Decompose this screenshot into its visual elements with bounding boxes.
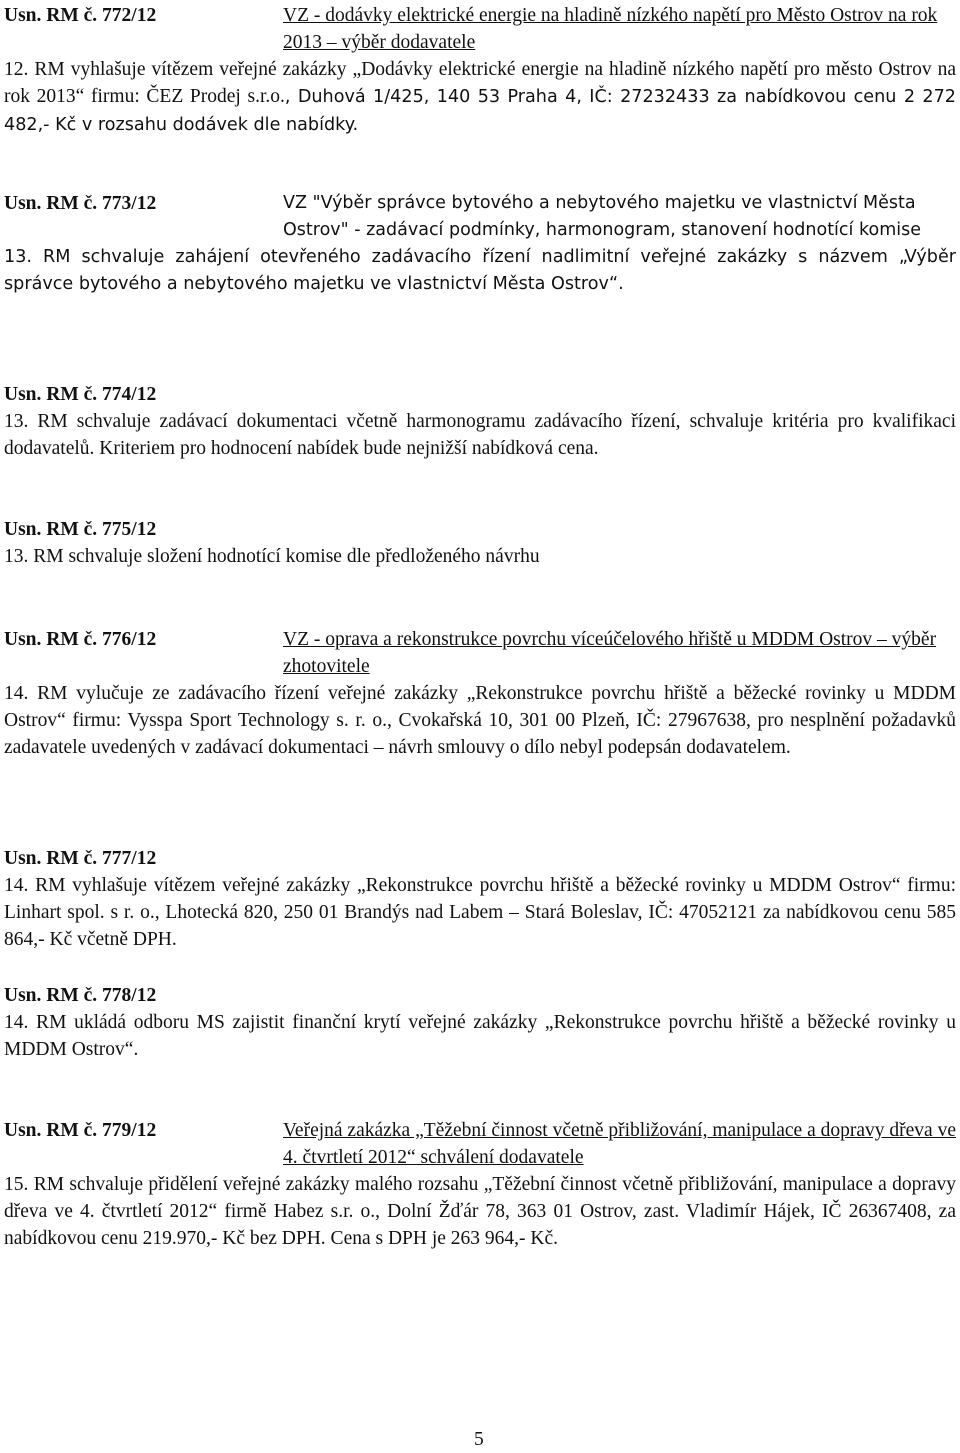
- resolution-subject: VZ - oprava a rekonstrukce povrchu víceúčelového hřiště u MDDM Ostrov – výběr zhotovitele: [283, 629, 937, 677]
- resolution-777: [4, 845, 956, 953]
- resolution-text: 15. RM schvaluje přidělení veřejné zakázky malého rozsahu „Těžební činnost včetně přibližování, manipulace a dopravy dřeva ve 4. čtvrtletí 2012“ firmě Habez s.r. o., Dolní Žďár 78, 363 01 Ostrov, zast. Vladimír Hájek, IČ 26367408, za nabídkovou cenu 219.970,- Kč bez DPH. Cena s DPH je 263 964,- Kč.: [4, 1174, 956, 1249]
- resolution-773: [4, 190, 956, 298]
- resolution-text: 14. RM vylučuje ze zadávacího řízení veřejné zakázky „Rekonstrukce povrchu hřiště a běžecké rovinky u MDDM Ostrov“ firmu: Vysspa Sport Technology s. r. o., Cvokařská 10, 301 00 Plzeň, IČ: 27967638, pro nesplnění požadavků zadavatele uvedených v zadávací dokumentaci – návrh smlouvy o dílo nebyl podepsán dodavatelem.: [4, 683, 956, 758]
- resolution-774: [4, 381, 956, 462]
- resolution-text: 13. RM schvaluje složení hodnotící komise dle předloženého návrhu: [4, 546, 540, 567]
- resolution-772: [4, 2, 956, 139]
- resolution-text: 14. RM vyhlašuje vítězem veřejné zakázky „Rekonstrukce povrchu hřiště a běžecké rovinky u MDDM Ostrov“ firmu: Linhart spol. s r. o., Lhotecká 820, 250 01 Brandýs nad Labem – Stará Boleslav, IČ: 47052121 za nabídkovou cenu 585 864,- Kč včetně DPH.: [4, 875, 956, 950]
- resolution-subject: VZ - dodávky elektrické energie na hladině nízkého napětí pro Město Ostrov na rok 2013 – výběr dodavatele: [283, 5, 938, 53]
- page-number: 5: [474, 1429, 484, 1450]
- resolution-778: [4, 982, 956, 1063]
- resolution-text: 14. RM ukládá odboru MS zajistit finanční krytí veřejné zakázky „Rekonstrukce povrchu hřiště a běžecké rovinky u MDDM Ostrov“.: [4, 1012, 956, 1060]
- resolution-number: Usn. RM č. 778/12: [4, 985, 157, 1006]
- resolution-text: 12. RM vyhlašuje vítězem veřejné zakázky „Dodávky elektrické energie na hladině nízkého napětí pro město Ostrov na rok 2013“ firmu: ČEZ Prodej s.r.o., Duhová 1/425, 140 53 Praha 4, IČ: 27232433 za nabídkovou cenu 2 272 482,- Kč v rozsahu dodávek dle nabídky.: [4, 59, 956, 135]
- resolution-number: Usn. RM č. 776/12: [4, 629, 157, 650]
- resolution-number: Usn. RM č. 775/12: [4, 519, 157, 540]
- resolution-776: [4, 626, 956, 761]
- resolution-subject: Veřejná zakázka „Těžební činnost včetně přibližování, manipulace a dopravy dřeva ve 4. čtvrtletí 2012“ schválení dodavatele: [283, 1120, 956, 1168]
- resolution-779: [4, 1117, 956, 1252]
- resolution-number: Usn. RM č. 773/12: [4, 193, 157, 214]
- resolution-number: Usn. RM č. 777/12: [4, 848, 157, 869]
- resolution-subject: VZ "Výběr správce bytového a nebytového majetku ve vlastnictví Města Ostrov" - zadávací podmínky, harmonogram, stanovení hodnotící komise: [283, 193, 921, 240]
- resolution-number: Usn. RM č. 772/12: [4, 5, 157, 26]
- resolution-number: Usn. RM č. 774/12: [4, 384, 157, 405]
- resolution-775: [4, 516, 956, 570]
- resolution-number: Usn. RM č. 779/12: [4, 1120, 157, 1141]
- resolution-text: 13. RM schvaluje zahájení otevřeného zadávacího řízení nadlimitní veřejné zakázky s názvem „Výběr správce bytového a nebytového majetku ve vlastnictví Města Ostrov“.: [4, 247, 956, 294]
- resolution-text: 13. RM schvaluje zadávací dokumentaci včetně harmonogramu zadávacího řízení, schvaluje kritéria pro kvalifikaci dodavatelů. Kriteriem pro hodnocení nabídek bude nejnižší nabídková cena.: [4, 411, 956, 459]
